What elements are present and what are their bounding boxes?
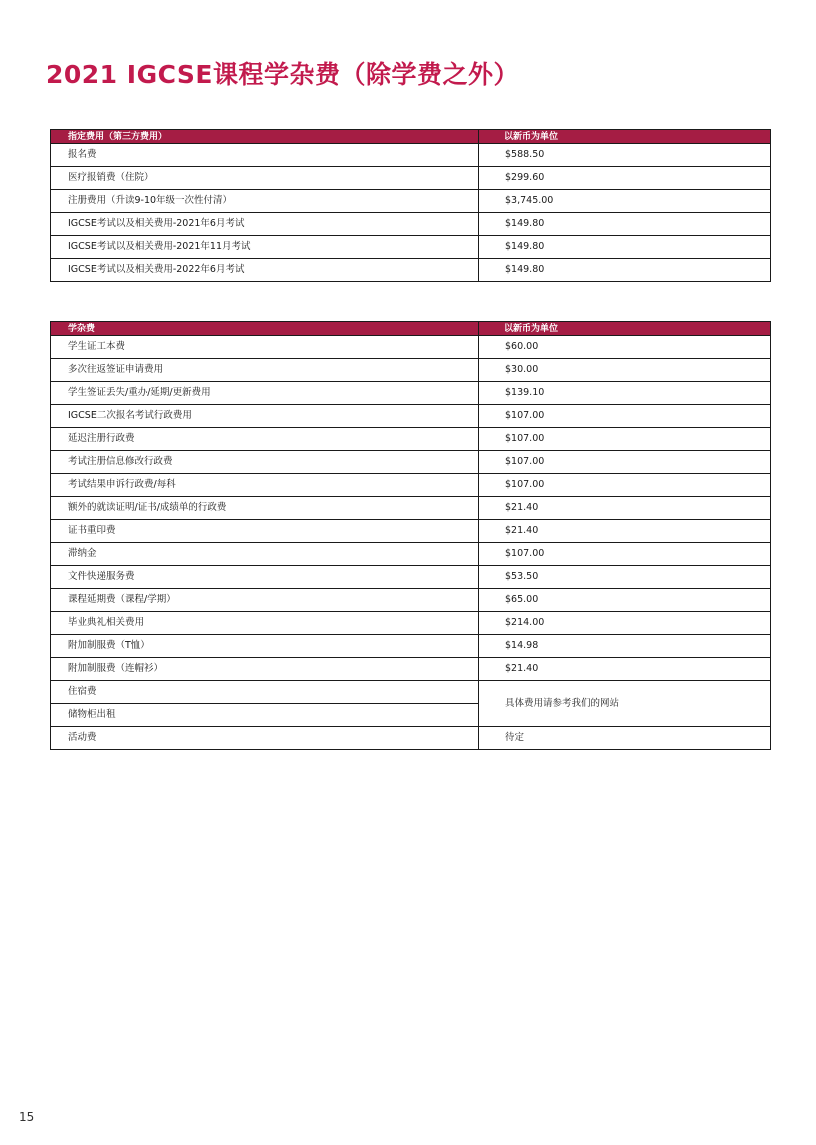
table-header-row [51,322,771,336]
fee-value: $21.40 [479,658,771,681]
fee-item: 滞纳金 [51,543,479,566]
fee-item: 注册费用（升读9-10年级一次性付清） [51,190,479,213]
fee-value: $588.50 [479,144,771,167]
fee-item: 证书重印费 [51,520,479,543]
fee-value: $299.60 [479,167,771,190]
fee-item: 考试注册信息修改行政费 [51,451,479,474]
table-row [51,382,771,405]
third-party-fee-table [50,129,771,282]
table-header-row [51,130,771,144]
fee-value: $53.50 [479,566,771,589]
fee-value: $65.00 [479,589,771,612]
fee-item: 延迟注册行政费 [51,428,479,451]
table-row [51,635,771,658]
table-row [51,658,771,681]
column-header-item: 指定费用（第三方费用） [51,130,479,144]
table-row [51,167,771,190]
fee-value: $3,745.00 [479,190,771,213]
table-row [51,681,771,704]
fee-value: $14.98 [479,635,771,658]
fee-item: IGCSE考试以及相关费用-2022年6月考试 [51,259,479,282]
table-row [51,566,771,589]
fee-value: $149.80 [479,236,771,259]
fee-value: $21.40 [479,497,771,520]
table-row [51,428,771,451]
column-header-value: 以新币为单位 [479,322,771,336]
fee-item: 报名费 [51,144,479,167]
fee-item: 多次往返签证申请费用 [51,359,479,382]
fee-value: $149.80 [479,259,771,282]
table-row [51,236,771,259]
fee-value: $107.00 [479,405,771,428]
fee-item: 附加制服费（T恤） [51,635,479,658]
table-row [51,589,771,612]
fee-item: IGCSE考试以及相关费用-2021年6月考试 [51,213,479,236]
fee-value: 待定 [479,727,771,750]
table-row [51,727,771,750]
fee-value: $214.00 [479,612,771,635]
table-row [51,190,771,213]
fee-value: $21.40 [479,520,771,543]
fee-item: 住宿费 [51,681,479,704]
fee-item: 毕业典礼相关费用 [51,612,479,635]
fee-item: 医疗报销费（住院） [51,167,479,190]
fee-item: 文件快递服务费 [51,566,479,589]
fee-value: $107.00 [479,474,771,497]
fee-value: $107.00 [479,451,771,474]
table-row [51,497,771,520]
fee-item: 学生签证丢失/重办/延期/更新费用 [51,382,479,405]
page-number: 15 [19,1110,35,1124]
table-row [51,144,771,167]
fee-value: $60.00 [479,336,771,359]
page-title: 2021 IGCSE课程学杂费（除学费之外） [46,60,520,89]
fee-item: 课程延期费（课程/学期） [51,589,479,612]
column-header-value: 以新币为单位 [479,130,771,144]
table-row [51,213,771,236]
fee-value: $107.00 [479,543,771,566]
table-row [51,543,771,566]
fee-value: $30.00 [479,359,771,382]
table-row [51,405,771,428]
table-row [51,359,771,382]
fee-item: 考试结果申诉行政费/每科 [51,474,479,497]
fee-value: $139.10 [479,382,771,405]
fee-item: 额外的就读证明/证书/成绩单的行政费 [51,497,479,520]
table-row [51,336,771,359]
column-header-item: 学杂费 [51,322,479,336]
fee-item: IGCSE二次报名考试行政费用 [51,405,479,428]
fee-value: $149.80 [479,213,771,236]
fee-item: 附加制服费（连帽衫） [51,658,479,681]
table-row [51,474,771,497]
fee-item: 储物柜出租 [51,704,479,727]
table-row [51,612,771,635]
fee-item: 活动费 [51,727,479,750]
table-row [51,451,771,474]
fee-value-merged: 具体费用请参考我们的网站 [479,681,771,727]
fee-value: $107.00 [479,428,771,451]
fee-item: 学生证工本费 [51,336,479,359]
fee-item: IGCSE考试以及相关费用-2021年11月考试 [51,236,479,259]
table-row [51,520,771,543]
misc-fee-table [50,321,771,750]
table-row [51,259,771,282]
